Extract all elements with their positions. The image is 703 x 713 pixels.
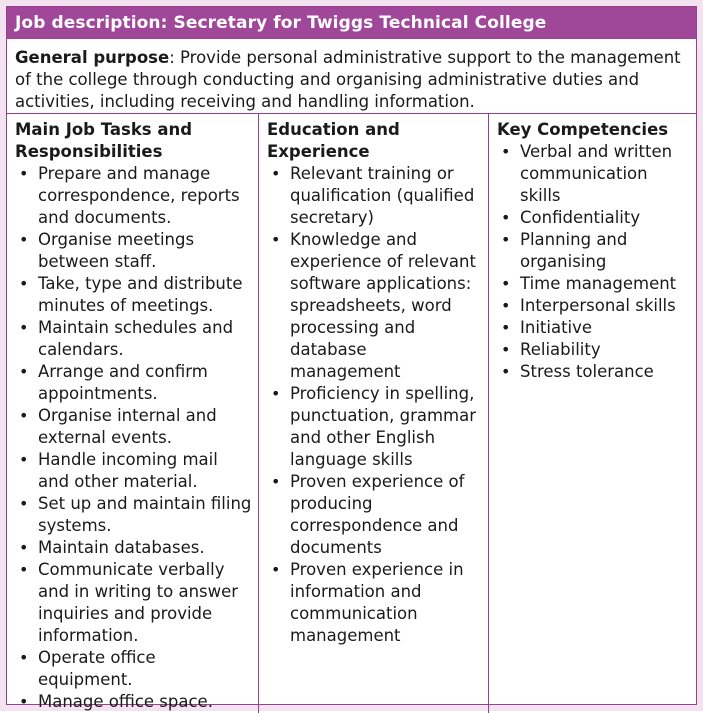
bullet-icon: • [19, 164, 29, 183]
bullet-icon: • [19, 692, 29, 711]
list-item-text: Relevant training or qualification (qualified secretary) [290, 164, 475, 227]
list-item-text: Prepare and manage correspondence, reports and documents. [38, 164, 240, 227]
list-item [15, 647, 252, 691]
general-purpose-section [7, 39, 696, 114]
bullet-icon: • [19, 274, 29, 293]
bullet-icon: • [501, 296, 511, 315]
list-item [267, 383, 482, 471]
list-item-text: Proficiency in spelling, punctuation, grammar and other English language skills [290, 384, 477, 469]
list-item [267, 559, 482, 647]
bullet-icon: • [19, 560, 29, 579]
bullet-icon: • [501, 274, 511, 293]
list-item [15, 361, 252, 405]
list-item-text: Confidentiality [520, 208, 641, 227]
list-item-text: Verbal and written communication skills [520, 142, 673, 205]
bullet-icon: • [271, 230, 281, 249]
list-item [15, 273, 252, 317]
bullet-list [267, 163, 482, 647]
bullet-icon: • [271, 560, 281, 579]
bullet-icon: • [271, 472, 281, 491]
column-education [259, 114, 489, 713]
list-item [15, 493, 252, 537]
list-item-text: Proven experience in information and communication management [290, 560, 464, 645]
list-item [497, 141, 690, 207]
bullet-icon: • [501, 318, 511, 337]
list-item-text: Manage office space. [38, 692, 213, 711]
list-item [497, 339, 690, 361]
bullet-icon: • [501, 362, 511, 381]
bullet-icon: • [19, 494, 29, 513]
document-title: Job description: Secretary for Twiggs Technical College [7, 7, 696, 39]
list-item [15, 559, 252, 647]
list-item-text: Stress tolerance [520, 362, 654, 381]
bullet-list [15, 163, 252, 713]
list-item-text: Organise meetings between staff. [38, 230, 195, 271]
list-item-text: Knowledge and experience of relevant software applications: spreadsheets, word processing and database management [290, 230, 476, 381]
bullet-icon: • [501, 142, 511, 161]
list-item [497, 317, 690, 339]
column-heading: Education and Experience [267, 120, 400, 161]
list-item [15, 163, 252, 229]
list-item-text: Proven experience of producing correspondence and documents [290, 472, 465, 557]
list-item [497, 361, 690, 383]
list-item [267, 163, 482, 229]
column-main-tasks [7, 114, 259, 713]
list-item-text: Communicate verbally and in writing to answer inquiries and provide information. [38, 560, 239, 645]
column-heading: Main Job Tasks and Responsibilities [15, 120, 193, 161]
list-item [15, 229, 252, 273]
list-item [267, 229, 482, 383]
list-item [497, 273, 690, 295]
list-item [15, 691, 252, 713]
list-item [15, 405, 252, 449]
bullet-icon: • [271, 384, 281, 403]
list-item [497, 207, 690, 229]
general-purpose-label: General purpose [15, 48, 170, 67]
list-item-text: Arrange and confirm appointments. [38, 362, 208, 403]
bullet-icon: • [501, 208, 511, 227]
bullet-icon: • [19, 648, 29, 667]
list-item-text: Interpersonal skills [520, 296, 676, 315]
columns-section [7, 114, 696, 713]
bullet-list [497, 141, 690, 383]
list-item-text: Take, type and distribute minutes of meetings. [38, 274, 243, 315]
list-item [15, 449, 252, 493]
list-item-text: Set up and maintain filing systems. [38, 494, 252, 535]
bullet-icon: • [501, 340, 511, 359]
bullet-icon: • [271, 164, 281, 183]
column-heading: Key Competencies [497, 120, 669, 139]
bullet-icon: • [19, 318, 29, 337]
list-item [267, 471, 482, 559]
list-item-text: Planning and organising [520, 230, 628, 271]
list-item-text: Time management [520, 274, 677, 293]
bullet-icon: • [501, 230, 511, 249]
list-item-text: Handle incoming mail and other material. [38, 450, 218, 491]
list-item [497, 295, 690, 317]
list-item-text: Reliability [520, 340, 601, 359]
list-item-text: Initiative [520, 318, 593, 337]
list-item-text: Organise internal and external events. [38, 406, 217, 447]
bullet-icon: • [19, 230, 29, 249]
bullet-icon: • [19, 538, 29, 557]
bullet-icon: • [19, 450, 29, 469]
job-description-card [6, 6, 697, 711]
list-item-text: Operate office equipment. [38, 648, 156, 689]
general-purpose-text: : Provide personal administrative support to the management of the college through conducting and organising administrative duties and activities, including receiving and handling information. [15, 48, 681, 111]
list-item-text: Maintain schedules and calendars. [38, 318, 234, 359]
list-item [497, 229, 690, 273]
bullet-icon: • [19, 406, 29, 425]
list-item [15, 537, 252, 559]
column-competencies [489, 114, 696, 713]
list-item [15, 317, 252, 361]
list-item-text: Maintain databases. [38, 538, 205, 557]
bullet-icon: • [19, 362, 29, 381]
